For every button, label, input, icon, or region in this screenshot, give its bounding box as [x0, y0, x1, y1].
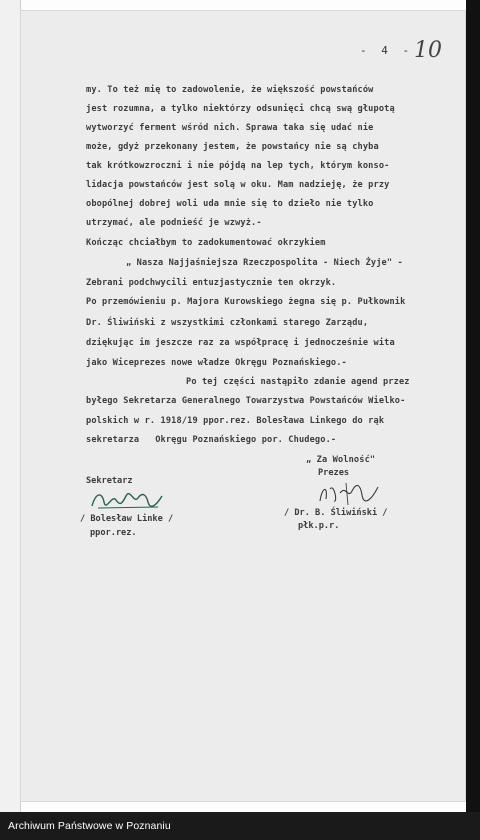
body-line: Po przemówieniu p. Majora Kurowskiego żegna się p. Pułkownik — [86, 297, 406, 307]
closing-motto: „ Za Wolność" — [306, 455, 376, 465]
body-line: byłego Sekretarza Generalnego Towarzystwa Powstańców Wielko- — [86, 396, 406, 406]
scan-border-right — [466, 0, 480, 812]
body-line: Dr. Śliwiński z wszystkimi członkami starego Zarządu, — [86, 318, 369, 328]
body-line: może, gdyż przekonany jestem, że powstańcy nie są chyba — [86, 142, 379, 152]
body-line: tak krótkowzroczni i nie pójdą na lep tych, którym konso- — [86, 161, 390, 171]
body-line: obopólnej dobrej woli uda mnie się to dzieło nie tylko — [86, 199, 374, 209]
body-line: Zebrani podchwycili entuzjastycznie ten okrzyk. — [86, 278, 337, 288]
right-signature-rank: płk.p.r. — [298, 521, 340, 531]
left-signature-rank: ppor.rez. — [90, 528, 137, 538]
left-signature-title: Sekretarz — [86, 476, 133, 486]
scan-edge — [0, 0, 21, 812]
page-number: - 4 - — [360, 44, 414, 57]
right-signature-scribble — [316, 479, 386, 509]
archive-label: Archiwum Państwowe w Poznaniu — [8, 820, 171, 832]
body-line: Kończąc chciałbym to zadokumentować okrzykiem — [86, 238, 326, 248]
body-line: polskich w r. 1918/19 ppor.rez. Bolesława Linkego do rąk — [86, 416, 385, 426]
body-line: „ Nasza Najjaśniejsza Rzeczpospolita - Niech Żyje" - — [126, 258, 403, 268]
handwritten-page-number: 10 — [414, 38, 442, 63]
body-line: dziękując im jeszcze raz za współpracę i jednocześnie wita — [86, 338, 395, 348]
right-signature-name: / Dr. B. Śliwiński / — [284, 508, 388, 518]
body-line: my. To też mię to zadowolenie, że większość powstańców — [86, 85, 374, 95]
left-signature-scribble — [88, 488, 168, 514]
right-signature-title: Prezes — [318, 468, 350, 478]
body-line: utrzymać, ale podnieść je wzwyż.- — [86, 218, 262, 228]
body-line: jako Wiceprezes nowe władze Okręgu Poznańskiego.- — [86, 358, 347, 368]
body-line: Po tej części nastąpiło zdanie agend przez — [186, 377, 410, 387]
body-line: sekretarza Okręgu Poznańskiego por. Chudego.- — [86, 435, 337, 445]
body-line: wytworzyć ferment wśród nich. Sprawa taka się udać nie — [86, 123, 374, 133]
body-line: jest rozumna, a tylko niektórzy odsunięci chcą swą głupotą — [86, 104, 395, 114]
body-line: lidacja powstańców jest solą w oku. Mam nadzieję, że przy — [86, 180, 390, 190]
left-signature-name: / Bolesław Linke / — [80, 514, 174, 524]
